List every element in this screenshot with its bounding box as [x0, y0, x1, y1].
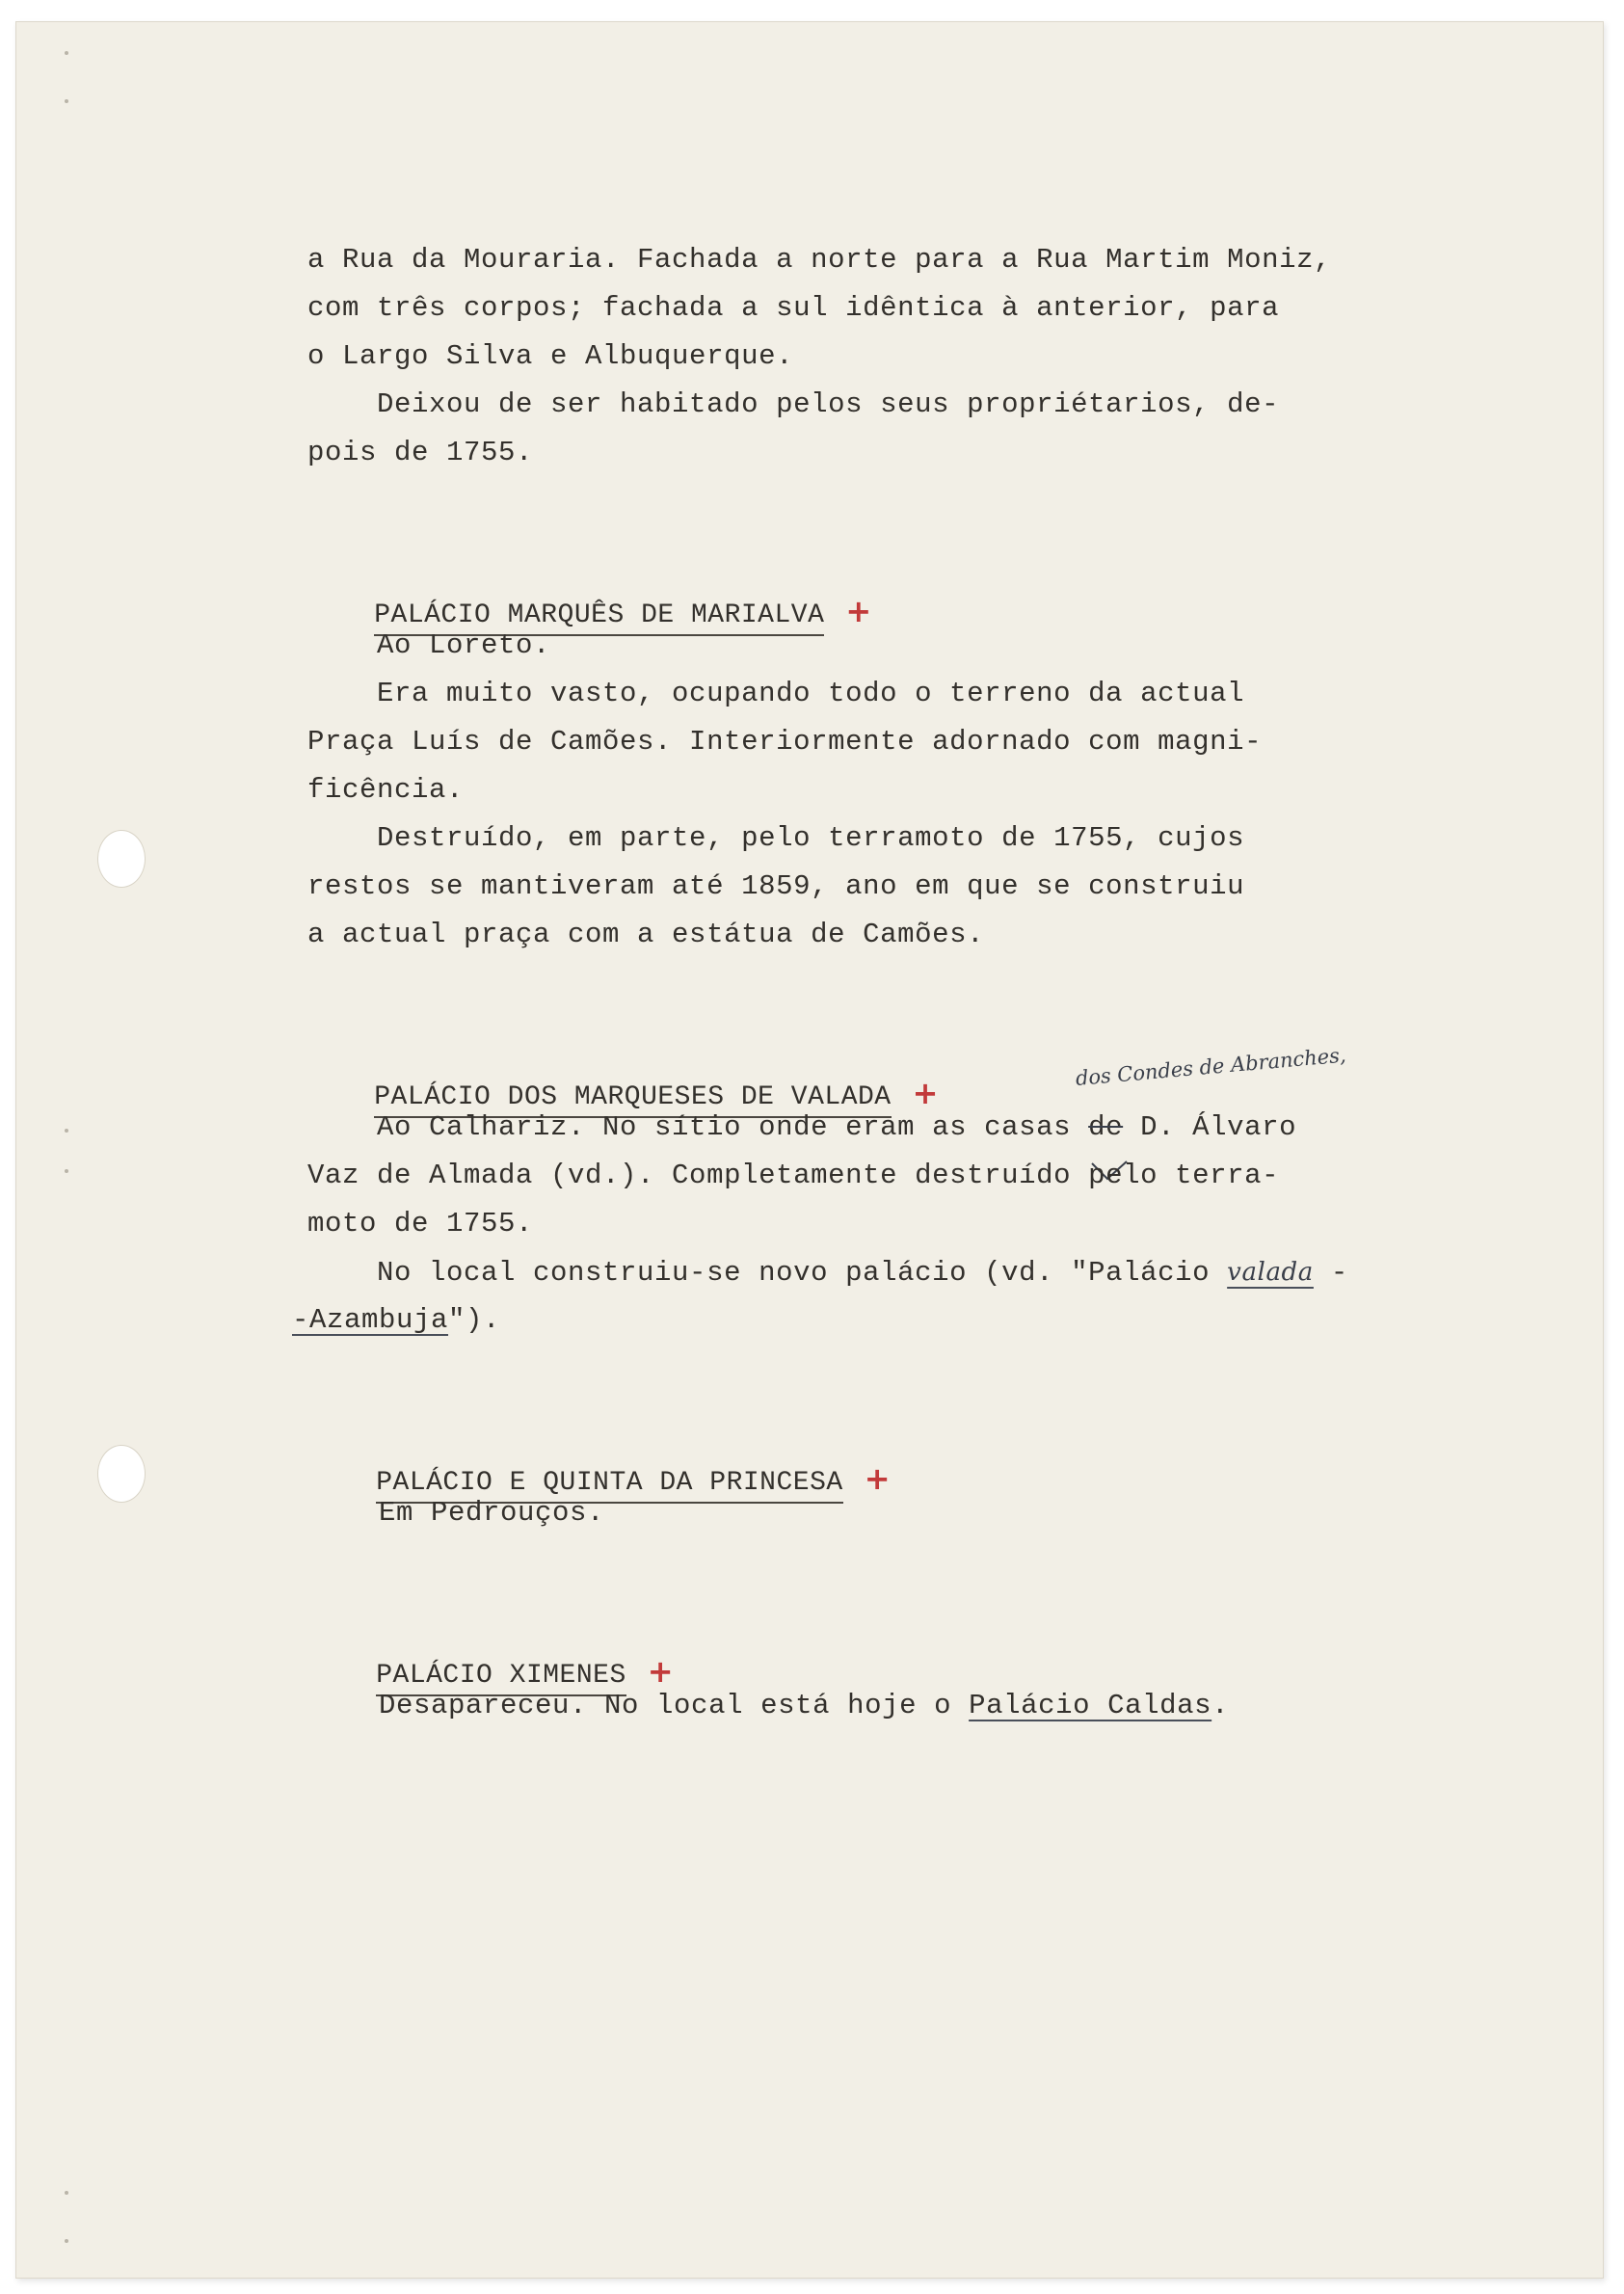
- edge-mark: [65, 99, 68, 103]
- marialva-line: Era muito vasto, ocupando todo o terreno da actual: [307, 678, 1245, 709]
- cross-mark: +: [912, 1075, 939, 1111]
- valada-text: -: [1313, 1257, 1348, 1289]
- valada-text: Ao Calhariz. No sítio onde eram as casas: [307, 1111, 1089, 1143]
- valada-line: [307, 1256, 1348, 1290]
- marialva-line: ficência.: [307, 774, 465, 806]
- underlined-reference: Palácio Caldas: [969, 1690, 1212, 1721]
- intro-line: com três corpos; fachada a sul idêntica à anterior, para: [307, 292, 1280, 324]
- valada-text: D. Álvaro: [1123, 1111, 1297, 1143]
- marialva-line: Ao Loreto.: [307, 629, 551, 661]
- heading-text: PALÁCIO DOS MARQUESES DE VALADA: [374, 1082, 891, 1118]
- valada-text: -Azambuja: [292, 1304, 449, 1336]
- ximenes-text: .: [1211, 1690, 1230, 1721]
- edge-mark: [65, 2239, 68, 2243]
- cross-mark: +: [845, 593, 872, 629]
- edge-mark: [65, 1169, 68, 1173]
- marialva-line: a actual praça com a estátua de Camões.: [307, 919, 985, 950]
- valada-line: Vaz de Almada (vd.). Completamente destruído pelo terra-: [307, 1160, 1280, 1191]
- intro-line: pois de 1755.: [307, 437, 534, 468]
- edge-mark: [65, 2191, 68, 2195]
- valada-text: ").: [448, 1304, 501, 1336]
- intro-line: Deixou de ser habitado pelos seus propriétarios, de-: [307, 388, 1280, 420]
- marialva-line: restos se mantiveram até 1859, ano em que se construiu: [307, 870, 1245, 902]
- ximenes-line: [309, 1690, 1229, 1722]
- edge-mark: [65, 1129, 68, 1133]
- valada-line: [307, 1111, 1296, 1144]
- heading-text: PALÁCIO MARQUÊS DE MARIALVA: [374, 600, 824, 636]
- princesa-line: Em Pedrouços.: [309, 1497, 605, 1529]
- handwritten-word: valada: [1227, 1258, 1314, 1287]
- cross-mark: +: [647, 1653, 675, 1690]
- edge-mark: [65, 51, 68, 55]
- ximenes-text: Desapareceu. No local está hoje o: [309, 1690, 970, 1721]
- valada-line: [292, 1304, 500, 1337]
- cross-mark: +: [864, 1460, 892, 1497]
- intro-line: o Largo Silva e Albuquerque.: [307, 340, 794, 372]
- heading-text: PALÁCIO XIMENES: [376, 1661, 626, 1696]
- valada-line: moto de 1755.: [307, 1208, 534, 1240]
- intro-line: a Rua da Mouraria. Fachada a norte para a Rua Martim Moniz,: [307, 244, 1332, 276]
- punch-hole: [97, 830, 146, 888]
- struck-text: de: [1088, 1111, 1124, 1143]
- document-sheet: [15, 21, 1604, 2279]
- heading-text: PALÁCIO E QUINTA DA PRINCESA: [376, 1468, 842, 1504]
- valada-text: No local construiu-se novo palácio (vd. "Palácio: [307, 1257, 1228, 1289]
- handwritten-annotation: dos Condes de Abranches,: [1074, 1043, 1347, 1090]
- marialva-line: Destruído, em parte, pelo terramoto de 1755, cujos: [307, 822, 1245, 854]
- punch-hole: [97, 1445, 146, 1503]
- marialva-line: Praça Luís de Camões. Interiormente adornado com magni-: [307, 726, 1263, 758]
